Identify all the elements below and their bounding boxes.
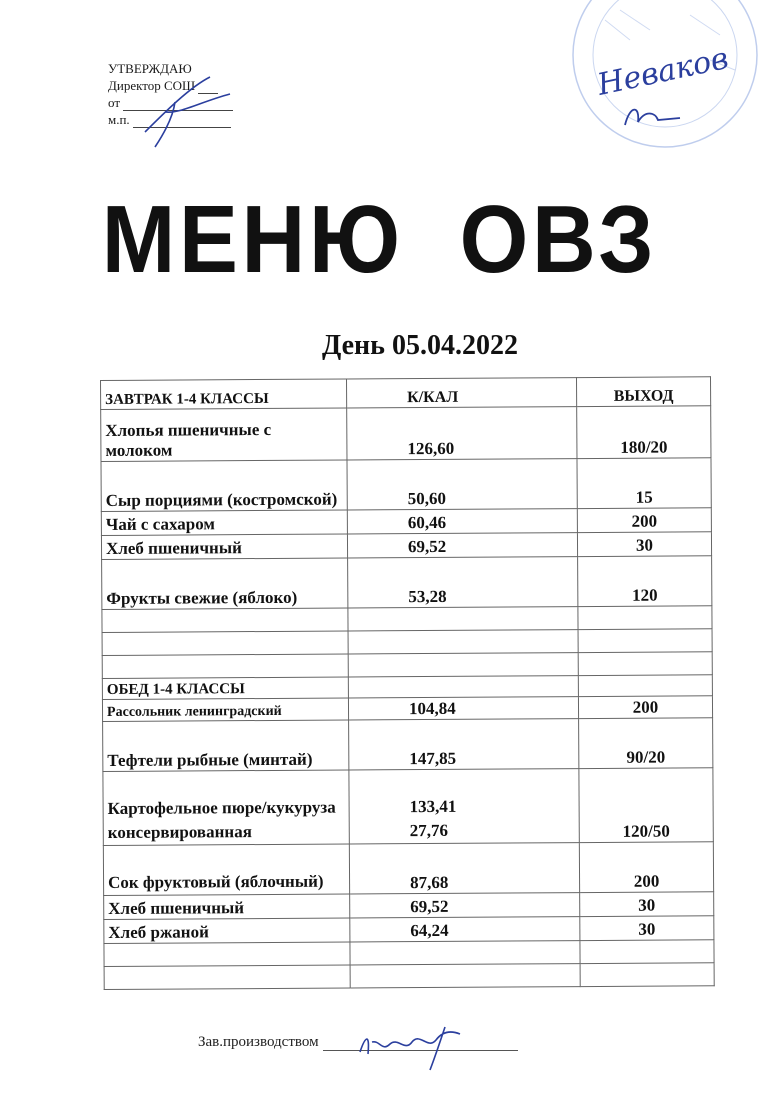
- mp-label: м.п.: [108, 112, 130, 127]
- dish-kcal: 69,52: [350, 893, 580, 918]
- table-row: [103, 768, 713, 846]
- dish-output: 30: [580, 916, 714, 941]
- table-row: [102, 556, 712, 610]
- table-header-row: [101, 377, 711, 410]
- dish-name: Сок фруктовый (яблочный): [103, 844, 349, 896]
- table-row: [103, 842, 713, 896]
- table-row: [103, 718, 713, 772]
- production-manager-label: Зав.производством: [198, 1034, 319, 1050]
- lunch-title: ОБЕД 1-4 КЛАССЫ: [102, 677, 348, 700]
- table-row: [101, 458, 711, 512]
- dish-output: 200: [578, 696, 712, 719]
- approve-label: УТВЕРЖДАЮ: [108, 61, 192, 76]
- dish-output: 200: [577, 508, 711, 533]
- dish-kcal: 50,60: [347, 459, 577, 510]
- director-signature-icon: [135, 72, 235, 152]
- from-label: от: [108, 95, 121, 110]
- dish-output: 30: [577, 532, 711, 557]
- stamp-signature: Неваков: [594, 40, 732, 103]
- menu-table: [100, 376, 715, 990]
- dish-name: Хлеб пшеничный: [101, 534, 347, 560]
- empty-row: [104, 963, 714, 990]
- dish-name: Хлопья пшеничные с молоком: [101, 408, 347, 462]
- dish-name: Рассольник ленинградский: [102, 698, 348, 722]
- manager-signature-icon: [350, 1012, 490, 1072]
- page-title: МЕНЮ ОВЗ: [101, 186, 658, 293]
- dish-kcal: 147,85: [349, 719, 579, 770]
- dish-name: Сыр порциями (костромской): [101, 460, 347, 512]
- dish-kcal: 64,24: [350, 917, 580, 942]
- dish-kcal: 87,68: [349, 843, 579, 894]
- table-row: [104, 892, 714, 920]
- dish-kcal: 69,52: [347, 533, 577, 558]
- director-label: Директор СОШ: [108, 78, 196, 93]
- dish-kcal: 133,41: [409, 796, 457, 817]
- dish-kcal-secondary: 27,76: [409, 820, 449, 841]
- dish-name: Фрукты свежие (яблоко): [102, 558, 348, 610]
- dish-kcal: 126,60: [347, 407, 577, 460]
- dish-output: 200: [579, 842, 713, 893]
- dish-name: Картофельное пюре/кукуруза консервированная: [103, 770, 349, 846]
- header-breakfast: ЗАВТРАК 1-4 КЛАССЫ: [101, 379, 347, 410]
- dish-name: Хлеб пшеничный: [104, 894, 350, 920]
- dish-name: Хлеб ржаной: [104, 918, 350, 944]
- dish-output: 90/20: [579, 718, 713, 769]
- dish-name: Чай с сахаром: [101, 510, 347, 536]
- dish-output: 120/50: [579, 768, 713, 843]
- dish-output: 120: [578, 556, 712, 607]
- dish-kcal: 104,84: [348, 697, 578, 720]
- dish-name: Тефтели рыбные (минтай): [103, 720, 349, 772]
- dish-output: 180/20: [577, 406, 711, 459]
- table-row: [104, 916, 714, 944]
- header-kcal: К/КАЛ: [346, 378, 576, 408]
- dish-output: 30: [580, 892, 714, 917]
- official-stamp-icon: [570, 0, 759, 160]
- header-output: ВЫХОД: [576, 377, 710, 407]
- table-row: [101, 406, 711, 462]
- dish-kcal: 60,46: [347, 509, 577, 534]
- dish-kcal: 53,28: [348, 557, 578, 608]
- dish-output: 15: [577, 458, 711, 509]
- menu-date: День 05.04.2022: [322, 330, 518, 361]
